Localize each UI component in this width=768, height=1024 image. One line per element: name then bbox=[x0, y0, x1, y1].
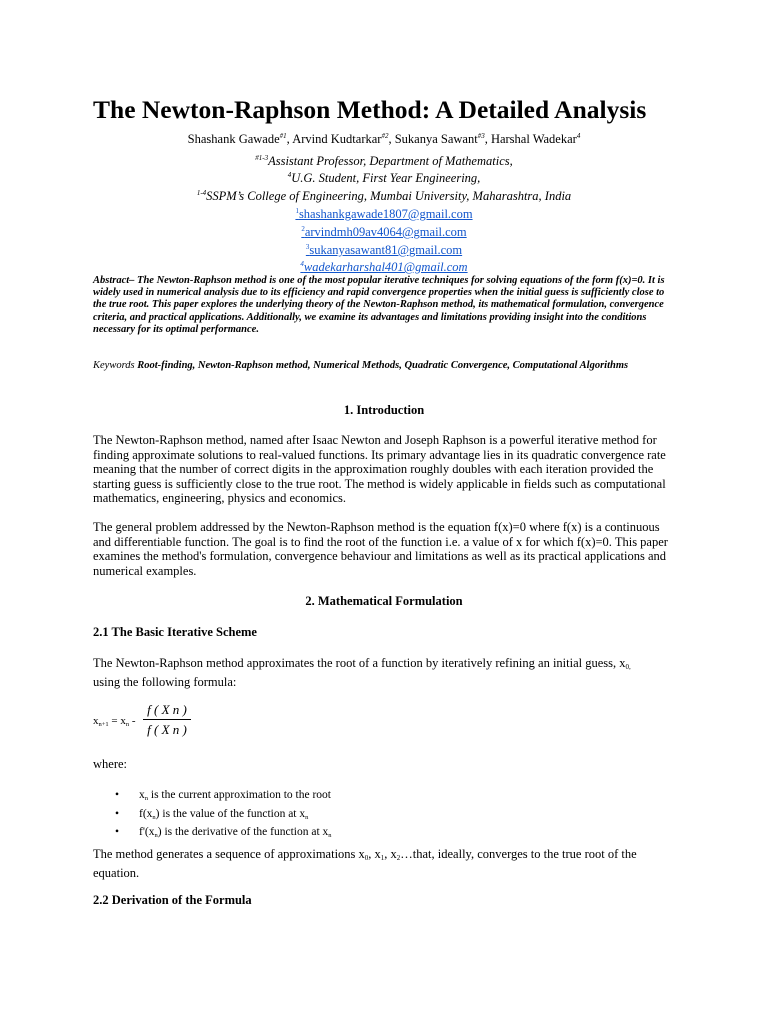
formula-eq: = x bbox=[108, 715, 126, 727]
email-text[interactable]: sukanyasawant81@gmail.com bbox=[309, 243, 463, 257]
subscript: n+1 bbox=[98, 721, 109, 728]
bullet-icon: • bbox=[115, 807, 120, 820]
author-name: Harshal Wadekar bbox=[490, 132, 577, 146]
affiliation-text: U.G. Student, First Year Engineering, bbox=[291, 171, 481, 185]
email-link[interactable] bbox=[93, 256, 675, 275]
keywords-label: Keywords bbox=[93, 360, 135, 371]
intro-paragraph-1: The Newton-Raphson method, named after Isaac Newton and Joseph Raphson is a powerful iterative method for finding approximate solutions to real-valued functions. Its primary advantage lies in its quadratic convergence rate meaning that the number of correct digits in the approximation roughly doubles with each iteration provided the starting guess is sufficiently close to the true root. The method is widely applicable in fields such as computational mathematics, engineering, physics and economics. bbox=[93, 433, 666, 505]
subscript: n bbox=[328, 832, 332, 839]
list-item bbox=[115, 825, 332, 844]
keywords bbox=[93, 360, 675, 372]
affiliation-mark: 4 bbox=[287, 171, 292, 179]
author-name: Arvind Kudtarkar bbox=[292, 132, 382, 146]
item-text: ) is the derivative of the function at x bbox=[157, 826, 329, 838]
email-link[interactable] bbox=[93, 203, 675, 222]
sequence-text: The method generates a sequence of approximations x bbox=[93, 847, 365, 861]
affiliation-text: Assistant Professor, Department of Mathematics, bbox=[268, 154, 513, 168]
subscript: 2 bbox=[396, 854, 401, 862]
subscript: n bbox=[144, 795, 148, 802]
email-mark: 2 bbox=[301, 225, 305, 233]
iterative-text: The Newton-Raphson method approximates the root of a function by iteratively refining an initial guess, x bbox=[93, 656, 626, 670]
affiliation-text: SSPM’s College of Engineering, Mumbai University, Maharashtra, India bbox=[206, 189, 572, 203]
subscript: 0 bbox=[364, 854, 369, 862]
where-label: where: bbox=[93, 757, 128, 771]
subscript: n bbox=[152, 813, 156, 821]
subscript: n bbox=[125, 721, 130, 728]
keywords-text: Root-finding, Newton-Raphson method, Numerical Methods, Quadratic Convergence, Computational Algorithms bbox=[137, 360, 629, 371]
item-text: is the current approximation to the root bbox=[148, 789, 331, 801]
sequence-paragraph bbox=[93, 847, 675, 880]
author-mark: #2 bbox=[381, 132, 389, 140]
subsection-heading-derivation: 2.2 Derivation of the Formula bbox=[93, 893, 252, 907]
author-list: Shashank Gawade$^{\#1}$, Arvind Kudtarkar$^{\#2}$, Sukanya Sawant$^{\#3}$, Harshal Wadekar$^4$ bbox=[187, 132, 581, 146]
affiliation-mark: #1-3 bbox=[255, 154, 269, 162]
author-mark: #3 bbox=[477, 132, 485, 140]
subscript: 0, bbox=[625, 663, 631, 671]
list-item bbox=[115, 807, 332, 826]
newton-formula bbox=[93, 700, 293, 745]
fraction-numerator: f ( X n ) bbox=[147, 702, 187, 717]
iterative-text: using the following formula: bbox=[93, 674, 237, 689]
sequence-text: , x bbox=[384, 847, 397, 861]
item-text: f(x bbox=[139, 807, 153, 820]
email-mark: 1 bbox=[295, 207, 299, 215]
bullet-icon: • bbox=[115, 789, 120, 801]
email-link[interactable] bbox=[93, 221, 675, 240]
formula-fraction bbox=[143, 700, 191, 740]
email-text[interactable]: shashankgawade1807@gmail.com bbox=[298, 207, 473, 221]
sequence-text: …that, ideally, converges to the true root of the equation. bbox=[93, 847, 637, 880]
item-text: x bbox=[139, 789, 145, 801]
subscript: 1 bbox=[380, 854, 385, 862]
variable-list bbox=[115, 788, 332, 844]
paper-title: The Newton-Raphson Method: A Detailed Analysis bbox=[93, 95, 647, 124]
formula-minus: - bbox=[129, 715, 136, 727]
abstract: Abstract– The Newton-Raphson method is one of the most popular iterative techniques for solving equations of the form f(x)=0. It is widely used in numerical analysis due to its efficiency and rapid convergence properties when the initial guess is sufficiently close to the true root. This paper explores the underlying theory of the Newton-Raphson method, its mathematical formulation, convergence criteria, and practical applications. Additionally, we examine its advantages and limitations providing insight into the conditions necessary for its optimal performance. bbox=[93, 275, 665, 335]
fraction-denominator: f ( X n ) bbox=[147, 722, 187, 737]
email-text[interactable]: arvindmh09av4064@gmail.com bbox=[304, 225, 467, 239]
section-heading-math: 2. Mathematical Formulation bbox=[305, 594, 463, 608]
intro-paragraph-2: The general problem addressed by the Newton-Raphson method is the equation f(x)=0 where f(x) is a continuous and differentiable function. The goal is to find the root of the function i.e. a value of x for which f(x)=0. This paper examines the method's formulation, convergence behaviour and limitations as well as its practical applications and numerical examples. bbox=[93, 520, 668, 578]
section-heading-introduction: 1. Introduction bbox=[343, 403, 425, 417]
affiliation-line bbox=[93, 185, 675, 204]
item-text: f'(x bbox=[139, 826, 155, 838]
bullet-icon: • bbox=[115, 826, 120, 838]
email-mark: 3 bbox=[305, 243, 310, 251]
subscript: n bbox=[154, 832, 158, 839]
iterative-paragraph bbox=[93, 656, 675, 689]
author-name: Sukanya Sawant bbox=[394, 132, 478, 146]
author-mark: 4 bbox=[576, 132, 581, 140]
email-mark: 4 bbox=[300, 260, 304, 268]
item-text: ) is the value of the function at x bbox=[155, 807, 306, 820]
list-item bbox=[115, 788, 332, 807]
subsection-heading-iterative: 2.1 The Basic Iterative Scheme bbox=[93, 625, 257, 639]
subscript: n bbox=[305, 813, 309, 821]
formula-lhs bbox=[93, 715, 136, 728]
email-text[interactable]: wadekarharshal401@gmail.com bbox=[303, 260, 468, 274]
formula-var: x bbox=[93, 715, 99, 727]
author-name: Shashank Gawade bbox=[187, 132, 280, 146]
author-mark: #1 bbox=[279, 132, 287, 140]
affiliation-mark: 1-4 bbox=[196, 189, 207, 197]
sequence-text: , x bbox=[368, 847, 381, 861]
affiliation-line bbox=[93, 167, 675, 186]
